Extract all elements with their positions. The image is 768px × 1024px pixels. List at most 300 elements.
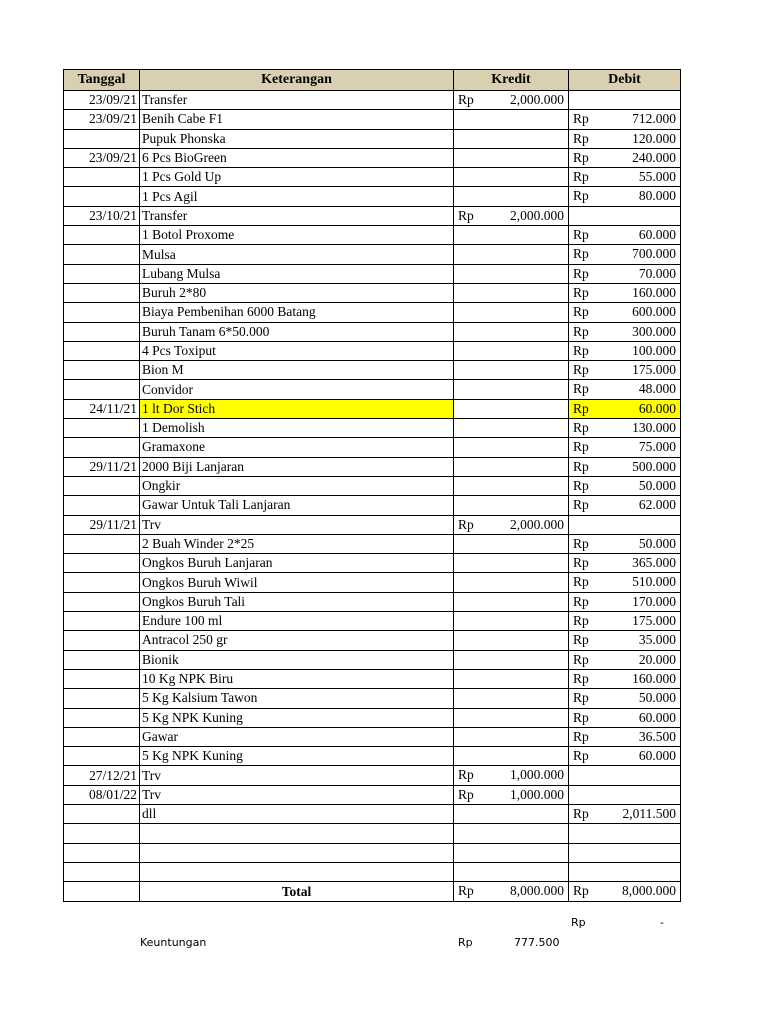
debit-amount: 50.000: [638, 535, 676, 551]
total-debit: 8,000.000: [622, 883, 676, 899]
debit-cell[interactable]: [569, 361, 681, 380]
date-cell[interactable]: [64, 843, 140, 862]
debit-amount: 70.000: [638, 265, 676, 281]
description-cell[interactable]: Ongkos Buruh Tali: [140, 592, 454, 611]
date-cell[interactable]: 23/09/21: [64, 148, 140, 167]
debit-amount: 365.000: [632, 555, 676, 571]
kredit-cell[interactable]: [454, 91, 569, 110]
kredit-cell[interactable]: [454, 110, 569, 129]
header-debit[interactable]: Debit: [569, 70, 681, 91]
date-cell[interactable]: 23/09/21: [64, 91, 140, 110]
debit-cell[interactable]: [569, 226, 681, 245]
currency-label: Rp: [573, 362, 589, 378]
header-tanggal[interactable]: Tanggal: [64, 70, 140, 91]
currency-label: Rp: [573, 227, 589, 243]
date-cell[interactable]: [64, 476, 140, 495]
currency-label: Rp: [573, 400, 589, 416]
currency-label: Rp: [458, 786, 474, 802]
debit-amount: 60.000: [638, 227, 676, 243]
debit-cell[interactable]: [569, 573, 681, 592]
debit-amount: 60.000: [638, 748, 676, 764]
kredit-cell[interactable]: [454, 206, 569, 225]
description-cell[interactable]: [140, 824, 454, 843]
debit-cell[interactable]: [569, 283, 681, 302]
date-cell[interactable]: [64, 361, 140, 380]
kredit-cell[interactable]: [454, 129, 569, 148]
date-cell[interactable]: [64, 592, 140, 611]
debit-cell[interactable]: [569, 110, 681, 129]
table-row: [64, 168, 681, 187]
table-row: [64, 804, 681, 823]
description-cell[interactable]: 5 Kg Kalsium Tawon: [140, 689, 454, 708]
currency-label: Rp: [573, 670, 589, 686]
debit-cell[interactable]: [569, 341, 681, 360]
kredit-amount: 2,000.000: [510, 92, 564, 107]
kredit-amount: 2,000.000: [510, 207, 564, 223]
date-cell[interactable]: [64, 438, 140, 457]
kredit-cell[interactable]: [454, 496, 569, 515]
currency-label: Rp: [573, 111, 589, 127]
debit-amount: 130.000: [632, 420, 676, 436]
kredit-cell[interactable]: [454, 612, 569, 631]
table-row: [64, 592, 681, 611]
debit-cell[interactable]: [569, 206, 681, 225]
kredit-cell[interactable]: [454, 438, 569, 457]
date-cell[interactable]: [64, 554, 140, 573]
table-row: [64, 554, 681, 573]
kredit-cell[interactable]: [454, 669, 569, 688]
description-cell[interactable]: Transfer: [140, 206, 454, 225]
kredit-cell[interactable]: [454, 573, 569, 592]
total-row: [64, 882, 681, 902]
description-cell[interactable]: Buruh Tanam 6*50.000: [140, 322, 454, 341]
debit-cell[interactable]: [569, 592, 681, 611]
description-cell[interactable]: 2 Buah Winder 2*25: [140, 534, 454, 553]
kredit-cell[interactable]: [454, 592, 569, 611]
debit-cell[interactable]: [569, 476, 681, 495]
debit-cell[interactable]: [569, 438, 681, 457]
debit-cell[interactable]: [569, 419, 681, 438]
debit-amount: 35.000: [638, 632, 676, 648]
description-cell[interactable]: Gramaxone: [140, 438, 454, 457]
table-row: [64, 708, 681, 727]
table-row: [64, 91, 681, 110]
debit-cell[interactable]: [569, 554, 681, 573]
description-cell[interactable]: dll: [140, 804, 454, 823]
kredit-cell[interactable]: [454, 727, 569, 746]
debit-amount: 50.000: [638, 690, 676, 706]
table-row: [64, 612, 681, 631]
debit-amount: 75.000: [638, 439, 676, 455]
description-cell[interactable]: Bion M: [140, 361, 454, 380]
total-kredit-cell[interactable]: [454, 882, 569, 902]
description-cell[interactable]: Mulsa: [140, 245, 454, 264]
currency-label: Rp: [573, 246, 589, 262]
table-row: [64, 129, 681, 148]
table-row: [64, 727, 681, 746]
currency-label: Rp: [573, 265, 589, 281]
debit-cell[interactable]: [569, 708, 681, 727]
description-cell[interactable]: Ongkos Buruh Wiwil: [140, 573, 454, 592]
debit-cell[interactable]: [569, 322, 681, 341]
debit-cell[interactable]: [569, 148, 681, 167]
table-row: [64, 438, 681, 457]
debit-cell[interactable]: [569, 612, 681, 631]
date-cell[interactable]: [64, 187, 140, 206]
table-row: [64, 515, 681, 534]
debit-cell[interactable]: [569, 534, 681, 553]
description-cell[interactable]: Gawar: [140, 727, 454, 746]
debit-cell[interactable]: [569, 380, 681, 399]
description-cell[interactable]: Pupuk Phonska: [140, 129, 454, 148]
table-row: [64, 669, 681, 688]
date-cell[interactable]: [64, 303, 140, 322]
kredit-cell[interactable]: [454, 804, 569, 823]
description-cell[interactable]: Lubang Mulsa: [140, 264, 454, 283]
date-cell[interactable]: [64, 380, 140, 399]
description-cell[interactable]: [140, 862, 454, 881]
description-cell[interactable]: Benih Cabe F1: [140, 110, 454, 129]
description-cell[interactable]: Transfer: [140, 91, 454, 110]
kredit-cell[interactable]: [454, 168, 569, 187]
currency-label: Rp: [573, 284, 589, 300]
kredit-cell[interactable]: [454, 187, 569, 206]
description-cell[interactable]: Trv: [140, 785, 454, 804]
table-row: [64, 476, 681, 495]
kredit-cell[interactable]: [454, 245, 569, 264]
table-row: [64, 226, 681, 245]
currency-label: Rp: [573, 497, 589, 513]
currency-label: Rp: [573, 169, 589, 185]
currency-label: Rp: [573, 342, 589, 358]
currency-label: Rp: [573, 535, 589, 551]
debit-cell[interactable]: [569, 804, 681, 823]
kredit-cell[interactable]: [454, 226, 569, 245]
debit-cell[interactable]: [569, 303, 681, 322]
kredit-cell[interactable]: [454, 264, 569, 283]
currency-label: Rp: [458, 883, 474, 899]
currency-label: Rp: [573, 149, 589, 165]
date-cell[interactable]: [64, 341, 140, 360]
currency-label: Rp: [573, 381, 589, 397]
kredit-cell[interactable]: [454, 650, 569, 669]
table-row: [64, 399, 681, 418]
description-cell[interactable]: Trv: [140, 766, 454, 785]
table-row: [64, 187, 681, 206]
currency-label: Rp: [573, 709, 589, 725]
date-cell[interactable]: [64, 226, 140, 245]
table-row: [64, 824, 681, 843]
table-row: [64, 631, 681, 650]
debit-cell[interactable]: [569, 515, 681, 534]
ledger-body: [64, 91, 681, 882]
debit-amount: 600.000: [632, 304, 676, 320]
date-cell[interactable]: [64, 804, 140, 823]
currency-label: Rp: [573, 593, 589, 609]
table-row: [64, 264, 681, 283]
debit-cell[interactable]: [569, 129, 681, 148]
kredit-cell[interactable]: [454, 380, 569, 399]
debit-cell[interactable]: [569, 650, 681, 669]
description-cell[interactable]: Ongkos Buruh Lanjaran: [140, 554, 454, 573]
kredit-cell[interactable]: [454, 843, 569, 862]
table-row: [64, 283, 681, 302]
debit-amount: 120.000: [632, 130, 676, 146]
debit-amount: 500.000: [632, 458, 676, 474]
debit-amount: 300.000: [632, 323, 676, 339]
table-row: [64, 785, 681, 804]
debit-amount: 55.000: [638, 169, 676, 185]
total-label[interactable]: Total: [140, 882, 454, 902]
table-row: [64, 148, 681, 167]
date-cell[interactable]: [64, 129, 140, 148]
currency-label: Rp: [573, 420, 589, 436]
debit-cell[interactable]: [569, 669, 681, 688]
kredit-cell[interactable]: [454, 862, 569, 881]
date-cell[interactable]: [64, 631, 140, 650]
table-row: [64, 303, 681, 322]
header-keterangan[interactable]: Keterangan: [140, 70, 454, 91]
debit-amount: 170.000: [632, 593, 676, 609]
debit-amount: 2,011.500: [622, 805, 676, 821]
kredit-cell[interactable]: [454, 303, 569, 322]
debit-amount: 50.000: [638, 477, 676, 493]
debit-amount: 62.000: [638, 497, 676, 513]
description-cell[interactable]: Convidor: [140, 380, 454, 399]
debit-amount: 60.000: [638, 709, 676, 725]
table-row: [64, 380, 681, 399]
debit-cell[interactable]: [569, 766, 681, 785]
currency-label: Rp: [573, 439, 589, 455]
currency-label: Rp: [458, 207, 474, 223]
total-kredit: 8,000.000: [510, 883, 564, 899]
description-cell[interactable]: 10 Kg NPK Biru: [140, 669, 454, 688]
currency-label: Rp: [573, 748, 589, 764]
kredit-cell[interactable]: [454, 515, 569, 534]
kredit-cell[interactable]: [454, 457, 569, 476]
description-cell[interactable]: Biaya Pembenihan 6000 Batang: [140, 303, 454, 322]
kredit-cell[interactable]: [454, 824, 569, 843]
date-cell[interactable]: [64, 168, 140, 187]
debit-amount: 175.000: [632, 362, 676, 378]
table-row: [64, 650, 681, 669]
kredit-cell[interactable]: [454, 399, 569, 418]
debit-amount: 20.000: [638, 651, 676, 667]
kredit-cell[interactable]: [454, 361, 569, 380]
date-cell[interactable]: [64, 264, 140, 283]
description-cell[interactable]: 1 Demolish: [140, 419, 454, 438]
date-cell[interactable]: 29/11/21: [64, 457, 140, 476]
date-cell[interactable]: [64, 419, 140, 438]
currency-label: Rp: [458, 767, 474, 783]
debit-amount: 80.000: [638, 188, 676, 204]
debit-cell[interactable]: [569, 631, 681, 650]
table-row: [64, 747, 681, 766]
table-row: [64, 361, 681, 380]
currency-label: Rp: [458, 516, 474, 532]
date-cell[interactable]: [64, 689, 140, 708]
debit-amount: 160.000: [632, 284, 676, 300]
currency-label: Rp: [458, 92, 474, 107]
table-row: [64, 245, 681, 264]
table-row: [64, 573, 681, 592]
table-row: [64, 689, 681, 708]
kredit-cell[interactable]: [454, 283, 569, 302]
kredit-cell[interactable]: [454, 785, 569, 804]
debit-amount: 160.000: [632, 670, 676, 686]
currency-label: Rp: [573, 555, 589, 571]
currency-label: Rp: [573, 477, 589, 493]
debit-amount: 48.000: [638, 381, 676, 397]
date-cell[interactable]: [64, 708, 140, 727]
profit-currency: Rp: [458, 936, 473, 949]
currency-label: Rp: [573, 613, 589, 629]
currency-label: Rp: [573, 651, 589, 667]
table-row: [64, 110, 681, 129]
date-cell[interactable]: [64, 612, 140, 631]
description-cell[interactable]: 2000 Biji Lanjaran: [140, 457, 454, 476]
date-cell[interactable]: 23/09/21: [64, 110, 140, 129]
debit-amount: 510.000: [632, 574, 676, 590]
kredit-amount: 1,000.000: [510, 786, 564, 802]
description-cell[interactable]: [140, 843, 454, 862]
table-row: [64, 534, 681, 553]
description-cell[interactable]: Buruh 2*80: [140, 283, 454, 302]
debit-cell[interactable]: [569, 264, 681, 283]
debit-amount: 60.000: [638, 400, 676, 416]
debit-amount: 100.000: [632, 342, 676, 358]
currency-label: Rp: [573, 188, 589, 204]
debit-cell[interactable]: [569, 187, 681, 206]
debit-cell[interactable]: [569, 824, 681, 843]
debit-cell[interactable]: [569, 399, 681, 418]
table-row: [64, 341, 681, 360]
kredit-cell[interactable]: [454, 689, 569, 708]
table-row: [64, 206, 681, 225]
description-cell[interactable]: 6 Pcs BioGreen: [140, 148, 454, 167]
date-cell[interactable]: 27/12/21: [64, 766, 140, 785]
description-cell[interactable]: Bionik: [140, 650, 454, 669]
date-cell[interactable]: [64, 862, 140, 881]
header-kredit[interactable]: Kredit: [454, 70, 569, 91]
kredit-cell[interactable]: [454, 766, 569, 785]
kredit-cell[interactable]: [454, 476, 569, 495]
table-row: [64, 496, 681, 515]
description-cell[interactable]: 1 Pcs Gold Up: [140, 168, 454, 187]
kredit-cell[interactable]: [454, 631, 569, 650]
table-row: [64, 843, 681, 862]
date-cell[interactable]: 29/11/21: [64, 515, 140, 534]
debit-cell[interactable]: [569, 747, 681, 766]
debit-amount: 175.000: [632, 613, 676, 629]
profit-value: 777.500: [514, 936, 560, 949]
currency-label: Rp: [573, 304, 589, 320]
date-cell[interactable]: [64, 322, 140, 341]
kredit-cell[interactable]: [454, 322, 569, 341]
currency-label: Rp: [573, 690, 589, 706]
debit-cell[interactable]: [569, 843, 681, 862]
date-cell[interactable]: 24/11/21: [64, 399, 140, 418]
kredit-cell[interactable]: [454, 534, 569, 553]
balance-value: -: [660, 916, 664, 929]
date-cell[interactable]: [64, 496, 140, 515]
date-cell[interactable]: [64, 669, 140, 688]
date-cell[interactable]: [64, 824, 140, 843]
description-cell[interactable]: 1 lt Dor Stich: [140, 399, 454, 418]
currency-label: Rp: [573, 805, 589, 821]
kredit-cell[interactable]: [454, 419, 569, 438]
currency-label: Rp: [573, 458, 589, 474]
kredit-amount: 2,000.000: [510, 516, 564, 532]
kredit-cell[interactable]: [454, 747, 569, 766]
debit-cell[interactable]: [569, 689, 681, 708]
description-cell[interactable]: Trv: [140, 515, 454, 534]
kredit-cell[interactable]: [454, 148, 569, 167]
currency-label: Rp: [573, 574, 589, 590]
debit-amount: 240.000: [632, 149, 676, 165]
debit-cell[interactable]: [569, 496, 681, 515]
table-row: [64, 419, 681, 438]
description-cell[interactable]: Endure 100 ml: [140, 612, 454, 631]
debit-cell[interactable]: [569, 862, 681, 881]
balance-currency: Rp: [571, 916, 586, 929]
debit-cell[interactable]: [569, 727, 681, 746]
description-cell[interactable]: Antracol 250 gr: [140, 631, 454, 650]
date-cell[interactable]: [64, 245, 140, 264]
currency-label: Rp: [573, 632, 589, 648]
debit-cell[interactable]: [569, 785, 681, 804]
description-cell[interactable]: 5 Kg NPK Kuning: [140, 747, 454, 766]
table-row: [64, 862, 681, 881]
total-date-cell[interactable]: [64, 882, 140, 902]
description-cell[interactable]: Ongkir: [140, 476, 454, 495]
date-cell[interactable]: [64, 534, 140, 553]
date-cell[interactable]: 08/01/22: [64, 785, 140, 804]
debit-cell[interactable]: [569, 168, 681, 187]
date-cell[interactable]: [64, 573, 140, 592]
ledger-table: [63, 69, 681, 902]
table-row: [64, 322, 681, 341]
date-cell[interactable]: [64, 727, 140, 746]
description-cell[interactable]: 1 Botol Proxome: [140, 226, 454, 245]
table-row: [64, 457, 681, 476]
description-cell[interactable]: Gawar Untuk Tali Lanjaran: [140, 496, 454, 515]
table-row: [64, 766, 681, 785]
kredit-amount: 1,000.000: [510, 767, 564, 783]
debit-amount: 36.500: [638, 728, 676, 744]
debit-cell[interactable]: [569, 245, 681, 264]
description-cell[interactable]: 1 Pcs Agil: [140, 187, 454, 206]
profit-label: Keuntungan: [140, 936, 207, 949]
debit-amount: 712.000: [632, 111, 676, 127]
debit-cell[interactable]: [569, 91, 681, 110]
debit-cell[interactable]: [569, 457, 681, 476]
date-cell[interactable]: 23/10/21: [64, 206, 140, 225]
debit-amount: 700.000: [632, 246, 676, 262]
currency-label: Rp: [573, 883, 589, 899]
date-cell[interactable]: [64, 747, 140, 766]
date-cell[interactable]: [64, 650, 140, 669]
currency-label: Rp: [573, 130, 589, 146]
description-cell[interactable]: 5 Kg NPK Kuning: [140, 708, 454, 727]
date-cell[interactable]: [64, 283, 140, 302]
kredit-cell[interactable]: [454, 341, 569, 360]
total-debit-cell[interactable]: [569, 882, 681, 902]
currency-label: Rp: [573, 728, 589, 744]
kredit-cell[interactable]: [454, 554, 569, 573]
description-cell[interactable]: 4 Pcs Toxiput: [140, 341, 454, 360]
kredit-cell[interactable]: [454, 708, 569, 727]
